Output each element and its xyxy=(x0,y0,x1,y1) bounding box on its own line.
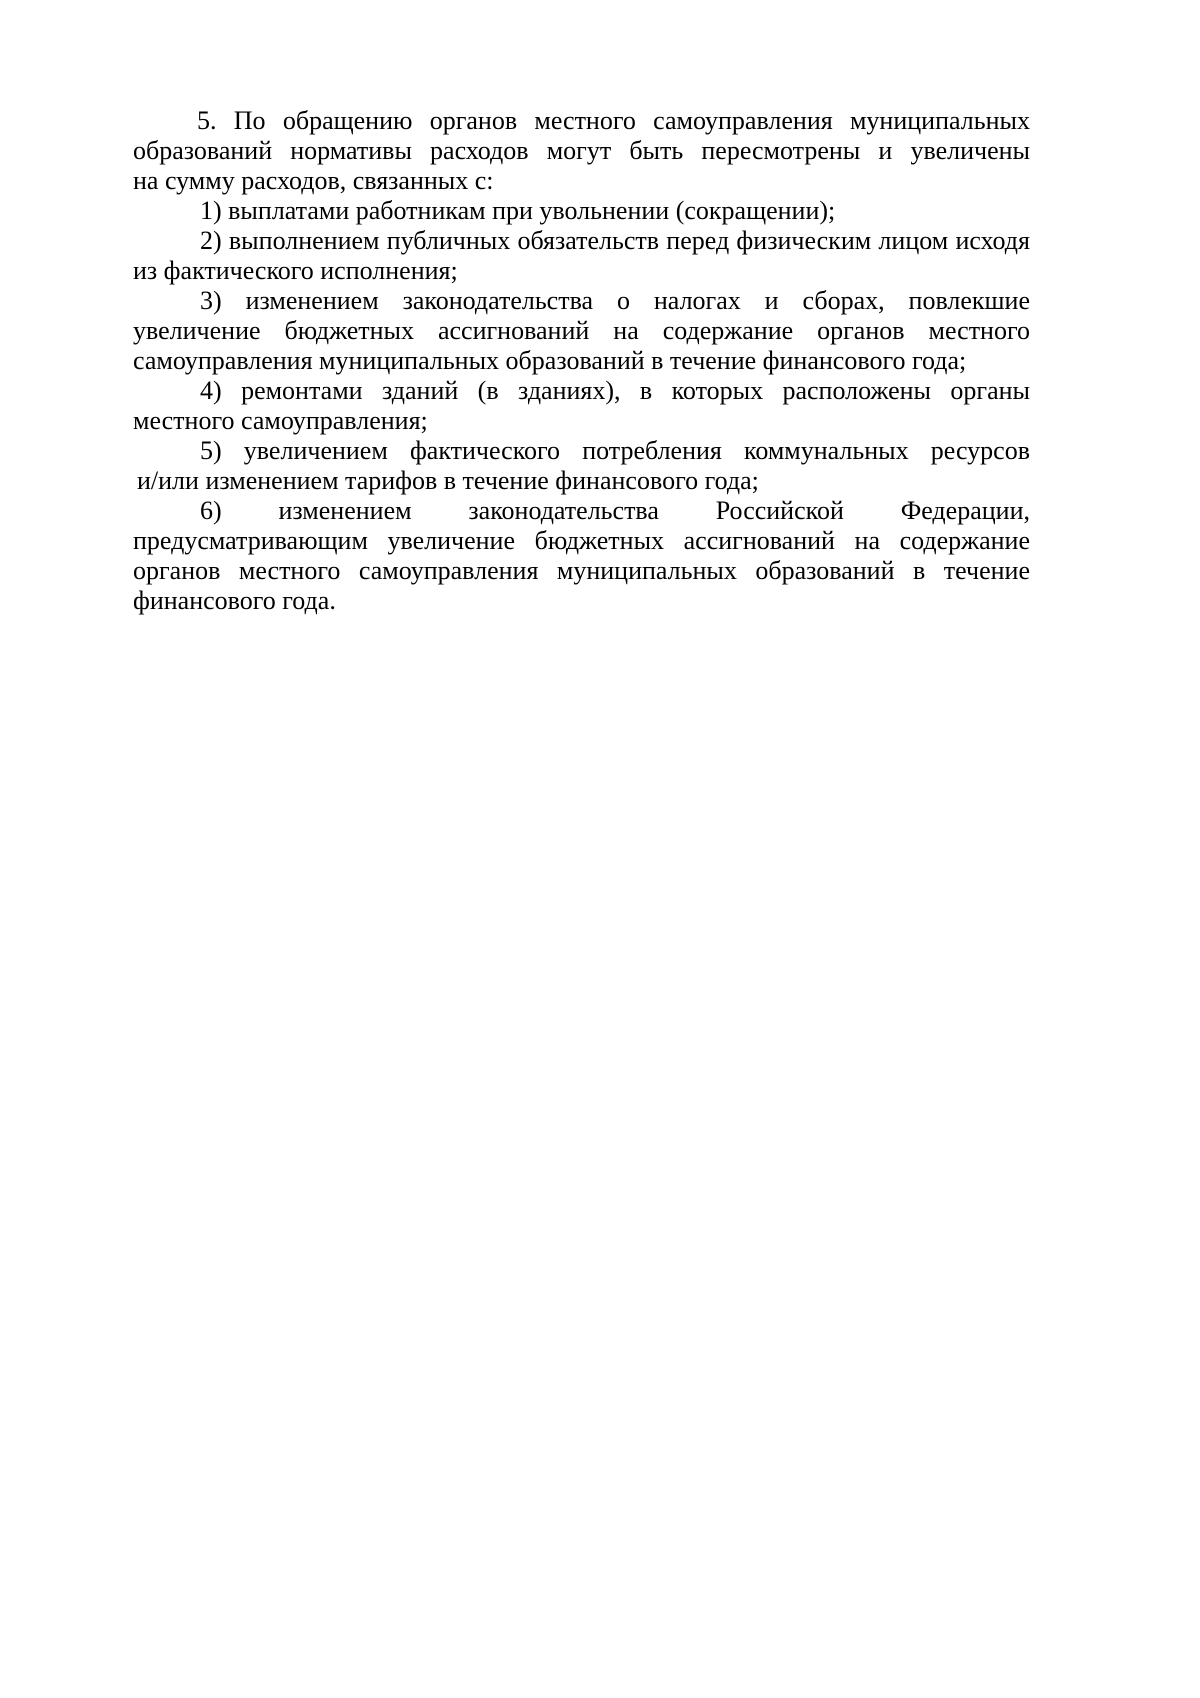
text-line: 3) изменением законодательства о налогах и сборах, повлекшие xyxy=(200,286,1030,315)
list-item-5 xyxy=(133,436,1030,496)
text-line: местного самоуправления; xyxy=(133,406,428,435)
text-line: увеличение бюджетных ассигнований на содержание органов местного xyxy=(133,316,1030,345)
text-line: финансового года. xyxy=(133,586,336,615)
text-line: из фактического исполнения; xyxy=(133,256,458,285)
text-line: 5. По обращению органов местного самоуправления муниципальных xyxy=(197,106,1030,135)
text-line: предусматривающим увеличение бюджетных ассигнований на содержание xyxy=(133,526,1030,555)
list-item-1 xyxy=(133,196,1030,226)
list-item-2 xyxy=(133,226,1030,286)
text-line: на сумму расходов, связанных с: xyxy=(133,166,494,195)
paragraph-5 xyxy=(133,106,1030,196)
text-line: самоуправления муниципальных образований в течение финансового года; xyxy=(133,346,967,375)
text-line: 5) увеличением фактического потребления коммунальных ресурсов xyxy=(200,436,1030,465)
document-page xyxy=(133,106,1030,616)
text-line: образований нормативы расходов могут быть пересмотрены и увеличены xyxy=(133,136,1030,165)
text-line: органов местного самоуправления муниципальных образований в течение xyxy=(133,556,1030,585)
text-line: 1) выплатами работникам при увольнении (сокращении); xyxy=(200,196,836,225)
text-line: 4) ремонтами зданий (в зданиях), в которых расположены органы xyxy=(200,376,1030,405)
list-item-3 xyxy=(133,286,1030,376)
text-line: 6) изменением законодательства Российской Федерации, xyxy=(200,496,1030,525)
text-line: и/или изменением тарифов в течение финансового года; xyxy=(137,466,759,495)
text-line: 2) выполнением публичных обязательств перед физическим лицом исходя xyxy=(200,226,1030,255)
list-item-6 xyxy=(133,496,1030,616)
list-item-4 xyxy=(133,376,1030,436)
